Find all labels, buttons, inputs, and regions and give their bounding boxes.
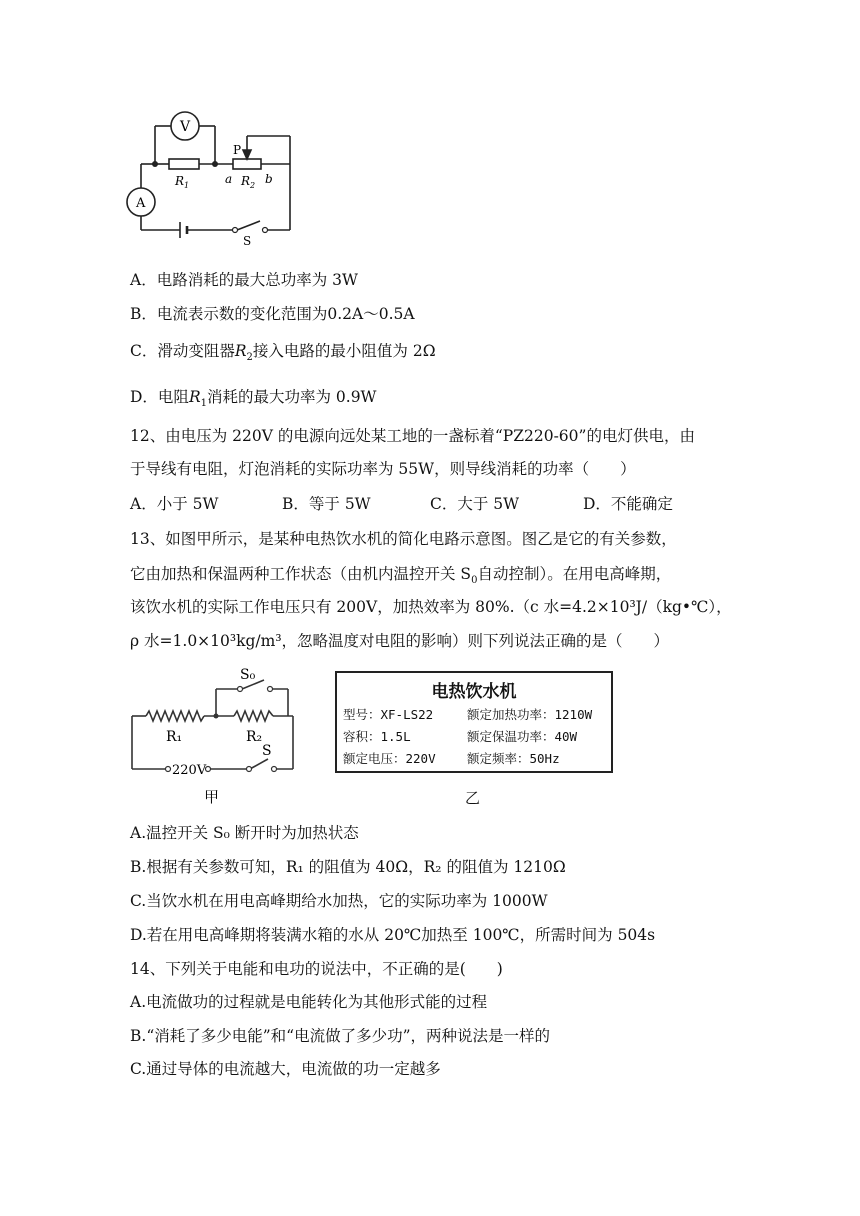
q11-option-b: B．电流表示数的变化范围为0.2A～0.5A [130, 305, 415, 323]
q11-option-a: A．电路消耗的最大总功率为 3W [130, 271, 358, 289]
spec-title: 电热饮水机 [431, 682, 517, 702]
r2-label: $R_2$ [241, 174, 256, 190]
circuit-diagram-1 [125, 110, 305, 250]
q13-line-1: 13、如图甲所示，是某种电热饮水机的简化电路示意图。图乙是它的有关参数， [130, 530, 677, 548]
s-jia-label: S [262, 743, 272, 759]
slider-label: P [233, 143, 242, 157]
q11-option-c: C．滑动变阻器$R_2$接入电路的最小阻值为 2Ω [130, 342, 436, 364]
q14-line-1: 14、下列关于电能和电功的说法中，不正确的是( ) [130, 960, 503, 978]
spec-voltage: 额定电压：220V [343, 751, 436, 766]
q12-option-c: C．大于 5W [430, 495, 520, 513]
figure-caption-yi: 乙 [465, 789, 481, 807]
q13-option-a: A.温控开关 S₀ 断开时为加热状态 [130, 824, 359, 842]
voltmeter-label: V [180, 119, 191, 135]
spec-heating-power: 额定加热功率：1210W [467, 707, 593, 722]
s0-label: S₀ [240, 667, 256, 683]
terminal-b-label: b [265, 172, 273, 186]
q12-option-d: D．不能确定 [583, 495, 673, 513]
spec-label-box [335, 671, 613, 773]
q13-option-c: C.当饮水机在用电高峰期给水加热，它的实际功率为 1000W [130, 892, 548, 910]
q14-option-b: B.“消耗了多少电能”和“电流做了多少功”，两种说法是一样的 [130, 1027, 551, 1045]
q12-line-2: 于导线有电阻，灯泡消耗的实际功率为 55W，则导线消耗的功率（ ） [130, 460, 636, 478]
r2-jia-label: R₂ [246, 729, 263, 745]
q13-option-d: D.若在用电高峰期将装满水箱的水从 20℃加热至 100℃，所需时间为 504s [130, 926, 656, 944]
circuit-diagram-jia [128, 665, 303, 805]
q13-option-b: B.根据有关参数可知，R₁ 的阻值为 40Ω，R₂ 的阻值为 1210Ω [130, 858, 566, 876]
r1-label: $R_1$ [175, 174, 190, 190]
q12-line-1: 12、由电压为 220V 的电源向远处某工地的一盏标着“PZ220-60”的电灯供电，由 [130, 427, 695, 445]
q11-option-d: D．电阻$R_1$消耗的最大功率为 0.9W [130, 388, 377, 410]
voltage-label: 220V [172, 763, 207, 778]
figure-caption-jia: 甲 [204, 788, 220, 805]
ammeter-label: A [136, 196, 146, 211]
switch-label: S [243, 234, 252, 248]
q13-line-2: 它由加热和保温两种工作状态（由机内温控开关 $S_0$自动控制）。在用电高峰期， [130, 565, 672, 587]
r1-jia-label: R₁ [166, 729, 183, 745]
q12-option-a: A．小于 5W [130, 495, 219, 513]
spec-model: 型号：XF-LS22 [343, 707, 434, 722]
spec-frequency: 额定频率：50Hz [467, 751, 560, 766]
q12-option-b: B．等于 5W [282, 495, 371, 513]
terminal-a-label: a [225, 172, 233, 186]
q13-line-3: 该饮水机的实际工作电压只有 200V，加热效率为 80%.（c 水=4.2×10³J/（kg•℃）， [130, 598, 732, 616]
q14-option-c: C.通过导体的电流越大，电流做的功一定越多 [130, 1060, 441, 1078]
spec-capacity: 容积：1.5L [343, 729, 411, 744]
spec-warm-power: 额定保温功率：40W [467, 729, 578, 744]
q13-line-4: ρ 水=1.0×10³kg/m³，忽略温度对电阻的影响）则下列说法正确的是（ ） [130, 632, 670, 650]
q14-option-a: A.电流做功的过程就是电能转化为其他形式能的过程 [130, 993, 488, 1011]
